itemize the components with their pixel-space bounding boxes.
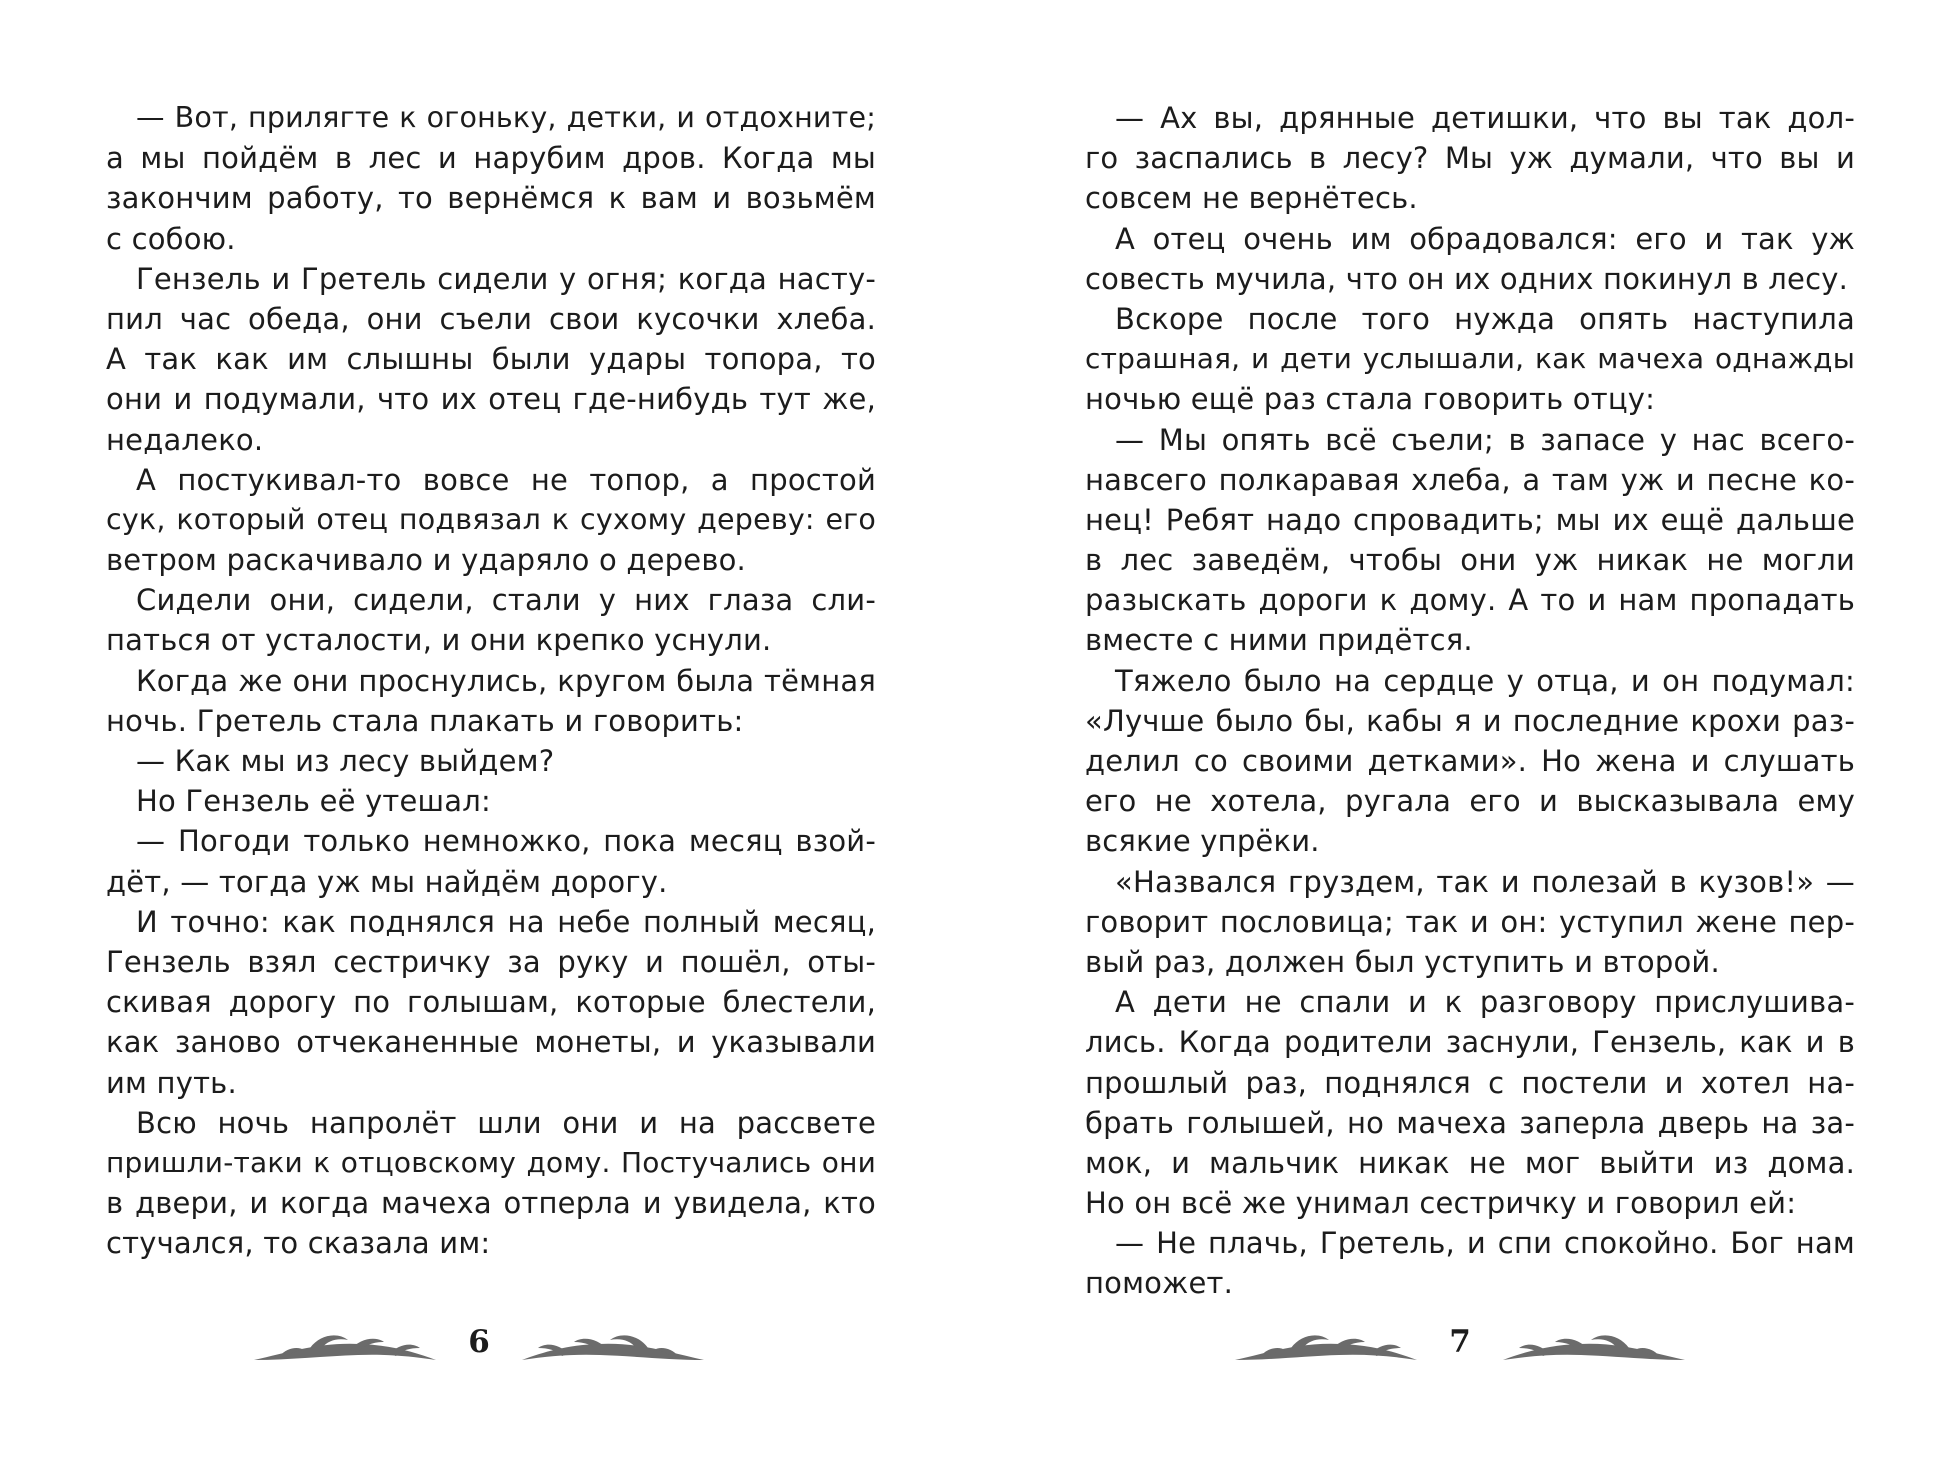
text-line: — Мы опять всё съели; в запасе у нас всего-: [1115, 422, 1855, 457]
text-line: пил час обеда, они съели свои кусочки хлеба.: [106, 301, 876, 336]
text-line: в лес заведём, чтобы они уж никак не могли: [1085, 543, 1855, 578]
text-line: А отец очень им обрадовался: его и так уж: [1115, 221, 1855, 256]
text-line: Гензель и Гретель сидели у огня; когда насту-: [136, 261, 876, 296]
text-line: «Назвался груздем, так и полезай в кузов!» —: [1115, 864, 1855, 899]
text-line: ночь. Гретель стала плакать и говорить:: [106, 703, 744, 738]
text-line: им путь.: [106, 1065, 237, 1100]
text-line: Тяжело было на сердце у отца, и он подумал:: [1115, 663, 1855, 698]
text-line: стучался, то сказала им:: [106, 1226, 491, 1261]
page-footer: [1231, 1318, 1711, 1368]
text-line: — Вот, прилягте к огоньку, детки, и отдохните;: [136, 101, 876, 134]
text-line: говорит пословица; так и он: уступил жене пер-: [1085, 904, 1855, 939]
text-line: Сидели они, сидели, стали у них глаза сли-: [136, 583, 876, 618]
text-line: И точно: как поднялся на небе полный месяц,: [136, 904, 876, 939]
text-line: прошлый раз, поднялся с постели и хотел на-: [1085, 1065, 1855, 1100]
text-line: Вскоре после того нужда опять наступила: [1115, 301, 1855, 336]
text-line: страшная, и дети услышали, как мачеха однажды: [1085, 342, 1855, 376]
text-line: вый раз, должен был уступить и второй.: [1085, 944, 1720, 979]
text-line: А дети не спали и к разговору прислушива-: [1115, 985, 1855, 1020]
page-number: 6: [468, 1324, 490, 1360]
flourish-ornament-icon: [1499, 1330, 1689, 1366]
page-footer: [250, 1318, 730, 1368]
page-number: 7: [1449, 1324, 1471, 1360]
text-line: с собою.: [106, 221, 236, 256]
text-line: разыскать дороги к дому. А то и нам пропадать: [1085, 583, 1855, 618]
text-line: навсего полкаравая хлеба, а там уж и песне ко-: [1085, 462, 1855, 497]
text-line: скивая дорогу по голышам, которые блестели,: [106, 985, 876, 1020]
text-line: «Лучше было бы, кабы я и последние крохи раз-: [1085, 703, 1855, 738]
text-line: — Как мы из лесу выйдем?: [136, 744, 555, 778]
text-line: го заспались в лесу? Мы уж думали, что вы и: [1085, 141, 1855, 176]
text-line: закончим работу, то вернёмся к вам и возьмём: [106, 181, 876, 216]
text-line: — Погоди только немножко, пока месяц взой-: [136, 824, 876, 859]
text-line: паться от усталости, и они крепко уснули.: [106, 623, 772, 658]
text-line: — Ах вы, дрянные детишки, что вы так дол-: [1115, 101, 1855, 135]
text-line: его не хотела, ругала его и высказывала ему: [1085, 784, 1855, 819]
text-line: ночью ещё раз стала говорить отцу:: [1085, 382, 1656, 417]
text-line: Гензель взял сестричку за руку и пошёл, оты-: [106, 944, 876, 979]
text-line: брать голышей, но мачеха заперла дверь на за-: [1085, 1105, 1855, 1140]
text-line: Всю ночь напролёт шли они и на рассвете: [136, 1105, 876, 1140]
text-line: Когда же они проснулись, кругом была тёмная: [136, 663, 876, 698]
text-line: совсем не вернётесь.: [1085, 181, 1418, 216]
text-line: недалеко.: [106, 422, 264, 457]
text-line: совесть мучила, что он их одних покинул в лесу.: [1085, 261, 1849, 296]
page-right: [973, 0, 1946, 1459]
text-line: А так как им слышны были удары топора, то: [106, 342, 876, 377]
text-line: лись. Когда родители заснули, Гензель, как и в: [1085, 1025, 1855, 1060]
text-line: дёт, — тогда уж мы найдём дорогу.: [106, 864, 668, 899]
text-line: нец! Ребят надо спровадить; мы их ещё дальше: [1085, 502, 1855, 537]
page-text: [1085, 98, 1855, 1304]
flourish-ornament-icon: [518, 1330, 708, 1366]
text-line: всякие упрёки.: [1085, 824, 1320, 859]
text-line: — Не плачь, Гретель, и спи спокойно. Бог нам: [1115, 1226, 1855, 1261]
text-line: а мы пойдём в лес и нарубим дров. Когда мы: [106, 141, 876, 176]
text-line: делил со своими детками». Но жена и слушать: [1085, 744, 1855, 778]
page-text: [106, 98, 876, 1263]
text-line: Но он всё же унимал сестричку и говорил ей:: [1085, 1186, 1797, 1221]
text-line: сук, который отец подвязал к сухому дереву: его: [106, 502, 876, 536]
text-line: пришли-таки к отцовскому дому. Постучались они: [106, 1145, 876, 1179]
flourish-ornament-icon: [250, 1330, 440, 1366]
text-line: вместе с ними придётся.: [1085, 623, 1473, 658]
text-line: А постукивал-то вовсе не топор, а простой: [136, 462, 876, 497]
text-line: Но Гензель её утешал:: [136, 784, 491, 819]
flourish-ornament-icon: [1231, 1330, 1421, 1366]
text-line: мок, и мальчик никак не мог выйти из дома.: [1085, 1145, 1855, 1180]
text-line: в двери, и когда мачеха отперла и увидела, кто: [106, 1186, 876, 1221]
text-line: ветром раскачивало и ударяло о дерево.: [106, 543, 746, 578]
text-line: как заново отчеканенные монеты, и указывали: [106, 1025, 876, 1060]
text-line: они и подумали, что их отец где-нибудь тут же,: [106, 382, 876, 417]
text-line: поможет.: [1085, 1266, 1234, 1301]
